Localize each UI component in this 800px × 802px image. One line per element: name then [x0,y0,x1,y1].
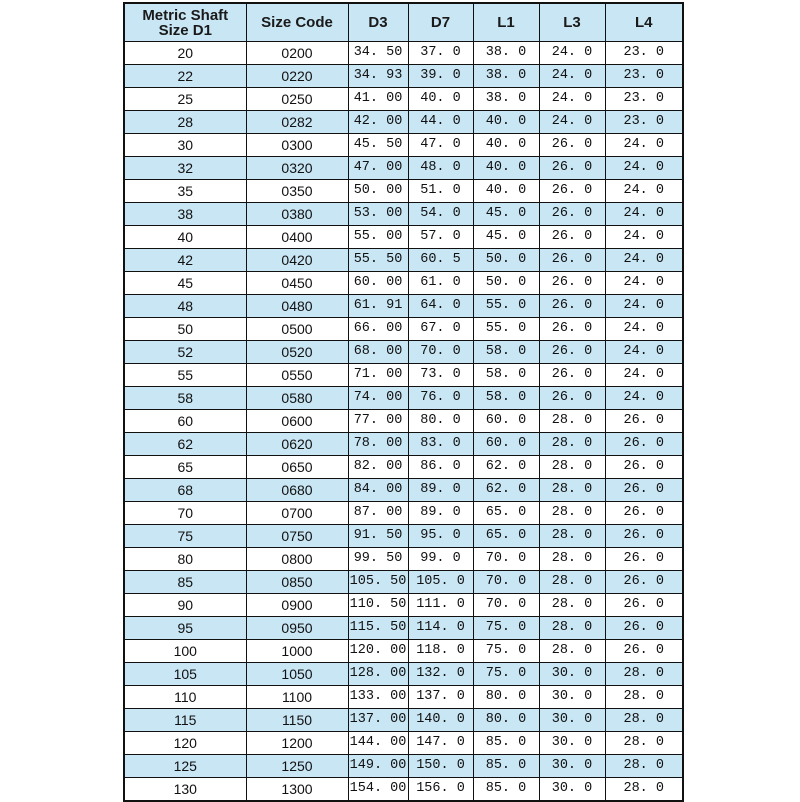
cell-size-code: 0580 [246,387,348,410]
cell-d7: 132. 0 [408,663,473,686]
cell-d3: 41. 00 [348,88,408,111]
cell-l1: 62. 0 [473,456,539,479]
cell-d3: 42. 00 [348,111,408,134]
cell-d3: 84. 00 [348,479,408,502]
cell-size-code: 1150 [246,709,348,732]
header-row [124,3,683,42]
cell-d7: 57. 0 [408,226,473,249]
cell-l4: 26. 0 [605,525,683,548]
table-row [124,502,683,525]
cell-l1: 50. 0 [473,249,539,272]
col-header-size-code: Size Code [246,3,348,42]
cell-l4: 24. 0 [605,364,683,387]
col-header-l4: L4 [605,3,683,42]
cell-d7: 89. 0 [408,502,473,525]
cell-d3: 82. 00 [348,456,408,479]
cell-l1: 58. 0 [473,364,539,387]
cell-l3: 28. 0 [539,594,605,617]
cell-l4: 24. 0 [605,341,683,364]
cell-l1: 85. 0 [473,778,539,802]
cell-d3: 34. 93 [348,65,408,88]
cell-size-code: 1200 [246,732,348,755]
table-row [124,410,683,433]
cell-size-code: 1250 [246,755,348,778]
cell-d7: 83. 0 [408,433,473,456]
table-row [124,226,683,249]
cell-l1: 70. 0 [473,594,539,617]
cell-l4: 23. 0 [605,42,683,65]
cell-l1: 65. 0 [473,525,539,548]
cell-l1: 65. 0 [473,502,539,525]
cell-l3: 30. 0 [539,663,605,686]
cell-l4: 28. 0 [605,709,683,732]
cell-size-code: 0380 [246,203,348,226]
cell-shaft-size: 20 [124,42,246,65]
cell-l3: 26. 0 [539,341,605,364]
cell-l4: 28. 0 [605,732,683,755]
cell-size-code: 0550 [246,364,348,387]
table-row [124,203,683,226]
cell-size-code: 0282 [246,111,348,134]
cell-shaft-size: 60 [124,410,246,433]
table-row [124,778,683,802]
cell-shaft-size: 62 [124,433,246,456]
cell-shaft-size: 55 [124,364,246,387]
cell-shaft-size: 42 [124,249,246,272]
spec-table-container [123,2,682,802]
cell-shaft-size: 100 [124,640,246,663]
cell-d7: 89. 0 [408,479,473,502]
cell-l3: 24. 0 [539,111,605,134]
cell-d3: 87. 00 [348,502,408,525]
cell-l3: 26. 0 [539,295,605,318]
cell-l1: 38. 0 [473,88,539,111]
cell-d7: 86. 0 [408,456,473,479]
cell-d7: 51. 0 [408,180,473,203]
cell-shaft-size: 28 [124,111,246,134]
cell-size-code: 0700 [246,502,348,525]
cell-l3: 26. 0 [539,249,605,272]
cell-l1: 58. 0 [473,341,539,364]
cell-l4: 24. 0 [605,226,683,249]
cell-l1: 40. 0 [473,180,539,203]
cell-l3: 26. 0 [539,157,605,180]
cell-l1: 55. 0 [473,318,539,341]
cell-l3: 24. 0 [539,42,605,65]
cell-l3: 28. 0 [539,525,605,548]
cell-size-code: 0450 [246,272,348,295]
table-row [124,42,683,65]
cell-size-code: 0300 [246,134,348,157]
table-row [124,111,683,134]
cell-size-code: 0750 [246,525,348,548]
cell-d3: 128. 00 [348,663,408,686]
cell-l3: 26. 0 [539,134,605,157]
cell-d3: 55. 00 [348,226,408,249]
cell-d7: 147. 0 [408,732,473,755]
cell-l4: 24. 0 [605,387,683,410]
cell-l1: 45. 0 [473,203,539,226]
table-row [124,640,683,663]
cell-d7: 73. 0 [408,364,473,387]
cell-l4: 26. 0 [605,571,683,594]
cell-l3: 28. 0 [539,502,605,525]
cell-d7: 80. 0 [408,410,473,433]
cell-l4: 26. 0 [605,617,683,640]
cell-d3: 47. 00 [348,157,408,180]
cell-d7: 64. 0 [408,295,473,318]
col-header-l1: L1 [473,3,539,42]
table-row [124,318,683,341]
cell-l3: 28. 0 [539,548,605,571]
cell-shaft-size: 90 [124,594,246,617]
cell-l4: 24. 0 [605,180,683,203]
cell-d3: 53. 00 [348,203,408,226]
cell-l3: 30. 0 [539,778,605,802]
table-row [124,433,683,456]
cell-d7: 54. 0 [408,203,473,226]
cell-l4: 23. 0 [605,65,683,88]
cell-l1: 38. 0 [473,42,539,65]
cell-size-code: 0350 [246,180,348,203]
cell-size-code: 0250 [246,88,348,111]
cell-d7: 70. 0 [408,341,473,364]
cell-d3: 91. 50 [348,525,408,548]
cell-l3: 26. 0 [539,364,605,387]
cell-shaft-size: 130 [124,778,246,802]
cell-size-code: 0850 [246,571,348,594]
cell-l1: 38. 0 [473,65,539,88]
cell-l4: 24. 0 [605,157,683,180]
cell-size-code: 0320 [246,157,348,180]
cell-d7: 67. 0 [408,318,473,341]
cell-l3: 26. 0 [539,272,605,295]
cell-l1: 40. 0 [473,157,539,180]
cell-d3: 66. 00 [348,318,408,341]
cell-l1: 50. 0 [473,272,539,295]
cell-size-code: 0400 [246,226,348,249]
cell-d7: 48. 0 [408,157,473,180]
cell-l1: 80. 0 [473,709,539,732]
cell-shaft-size: 65 [124,456,246,479]
cell-d3: 149. 00 [348,755,408,778]
cell-l4: 26. 0 [605,456,683,479]
table-row [124,341,683,364]
cell-d7: 150. 0 [408,755,473,778]
cell-shaft-size: 115 [124,709,246,732]
cell-shaft-size: 25 [124,88,246,111]
cell-l1: 80. 0 [473,686,539,709]
cell-shaft-size: 75 [124,525,246,548]
cell-size-code: 0220 [246,65,348,88]
cell-size-code: 0680 [246,479,348,502]
cell-l3: 26. 0 [539,318,605,341]
cell-shaft-size: 45 [124,272,246,295]
table-row [124,594,683,617]
cell-l1: 75. 0 [473,617,539,640]
cell-d3: 55. 50 [348,249,408,272]
cell-size-code: 1050 [246,663,348,686]
cell-d3: 34. 50 [348,42,408,65]
cell-shaft-size: 35 [124,180,246,203]
cell-shaft-size: 120 [124,732,246,755]
cell-size-code: 0800 [246,548,348,571]
table-row [124,249,683,272]
cell-size-code: 0600 [246,410,348,433]
cell-d7: 76. 0 [408,387,473,410]
cell-l4: 26. 0 [605,502,683,525]
cell-d7: 37. 0 [408,42,473,65]
cell-l3: 28. 0 [539,433,605,456]
cell-size-code: 0650 [246,456,348,479]
cell-l1: 85. 0 [473,755,539,778]
table-row [124,548,683,571]
cell-d3: 78. 00 [348,433,408,456]
cell-size-code: 1300 [246,778,348,802]
cell-l1: 70. 0 [473,571,539,594]
cell-d3: 74. 00 [348,387,408,410]
cell-shaft-size: 40 [124,226,246,249]
cell-l1: 70. 0 [473,548,539,571]
cell-shaft-size: 38 [124,203,246,226]
cell-l4: 28. 0 [605,686,683,709]
cell-l3: 30. 0 [539,755,605,778]
cell-l4: 24. 0 [605,249,683,272]
table-row [124,65,683,88]
cell-d3: 99. 50 [348,548,408,571]
cell-l1: 60. 0 [473,410,539,433]
cell-size-code: 0200 [246,42,348,65]
cell-shaft-size: 80 [124,548,246,571]
cell-d3: 45. 50 [348,134,408,157]
table-row [124,709,683,732]
cell-l3: 24. 0 [539,88,605,111]
cell-l3: 26. 0 [539,387,605,410]
table-row [124,617,683,640]
cell-l4: 28. 0 [605,778,683,802]
cell-d3: 154. 00 [348,778,408,802]
table-row [124,180,683,203]
cell-l3: 28. 0 [539,456,605,479]
cell-l1: 40. 0 [473,134,539,157]
cell-l1: 75. 0 [473,663,539,686]
cell-l1: 55. 0 [473,295,539,318]
table-row [124,456,683,479]
col-header-l3: L3 [539,3,605,42]
cell-d3: 77. 00 [348,410,408,433]
table-header [124,3,683,42]
cell-d7: 44. 0 [408,111,473,134]
cell-shaft-size: 30 [124,134,246,157]
cell-l3: 28. 0 [539,479,605,502]
cell-d7: 111. 0 [408,594,473,617]
table-row [124,364,683,387]
cell-d7: 40. 0 [408,88,473,111]
cell-shaft-size: 68 [124,479,246,502]
cell-l4: 26. 0 [605,410,683,433]
cell-d3: 71. 00 [348,364,408,387]
cell-l3: 28. 0 [539,617,605,640]
cell-shaft-size: 125 [124,755,246,778]
cell-l3: 30. 0 [539,732,605,755]
cell-size-code: 0480 [246,295,348,318]
cell-l3: 26. 0 [539,180,605,203]
cell-l4: 28. 0 [605,663,683,686]
cell-size-code: 0520 [246,341,348,364]
table-row [124,479,683,502]
table-row [124,88,683,111]
cell-l3: 28. 0 [539,571,605,594]
cell-size-code: 0950 [246,617,348,640]
cell-shaft-size: 50 [124,318,246,341]
cell-l3: 26. 0 [539,203,605,226]
cell-size-code: 0620 [246,433,348,456]
cell-l4: 26. 0 [605,433,683,456]
cell-shaft-size: 105 [124,663,246,686]
table-row [124,571,683,594]
table-row [124,134,683,157]
cell-d3: 105. 50 [348,571,408,594]
cell-shaft-size: 70 [124,502,246,525]
cell-d7: 60. 5 [408,249,473,272]
cell-d3: 68. 00 [348,341,408,364]
cell-shaft-size: 95 [124,617,246,640]
cell-size-code: 1100 [246,686,348,709]
table-row [124,387,683,410]
cell-d3: 60. 00 [348,272,408,295]
cell-l1: 85. 0 [473,732,539,755]
cell-d3: 144. 00 [348,732,408,755]
cell-size-code: 0900 [246,594,348,617]
cell-l4: 24. 0 [605,295,683,318]
cell-l1: 45. 0 [473,226,539,249]
col-header-metric-shaft-size-d1: Metric Shaft Size D1 [124,3,246,42]
table-row [124,755,683,778]
cell-d7: 137. 0 [408,686,473,709]
cell-l1: 40. 0 [473,111,539,134]
shaft-size-table [123,2,684,802]
table-row [124,663,683,686]
cell-l3: 28. 0 [539,640,605,663]
cell-l1: 58. 0 [473,387,539,410]
col-header-d3: D3 [348,3,408,42]
cell-d7: 118. 0 [408,640,473,663]
cell-l4: 23. 0 [605,111,683,134]
cell-shaft-size: 85 [124,571,246,594]
cell-shaft-size: 110 [124,686,246,709]
cell-d7: 99. 0 [408,548,473,571]
table-row [124,732,683,755]
cell-d3: 110. 50 [348,594,408,617]
table-row [124,157,683,180]
cell-d3: 115. 50 [348,617,408,640]
cell-d7: 39. 0 [408,65,473,88]
cell-l1: 60. 0 [473,433,539,456]
cell-l3: 28. 0 [539,410,605,433]
cell-l4: 24. 0 [605,318,683,341]
table-row [124,272,683,295]
cell-d7: 140. 0 [408,709,473,732]
cell-l4: 26. 0 [605,594,683,617]
cell-d3: 120. 00 [348,640,408,663]
cell-d7: 105. 0 [408,571,473,594]
cell-l4: 24. 0 [605,203,683,226]
cell-shaft-size: 52 [124,341,246,364]
cell-size-code: 0420 [246,249,348,272]
cell-l1: 62. 0 [473,479,539,502]
cell-l4: 26. 0 [605,479,683,502]
table-row [124,686,683,709]
table-row [124,295,683,318]
cell-l4: 26. 0 [605,548,683,571]
cell-d7: 114. 0 [408,617,473,640]
cell-l4: 23. 0 [605,88,683,111]
cell-shaft-size: 58 [124,387,246,410]
cell-l3: 30. 0 [539,709,605,732]
table-body [124,42,683,802]
cell-d3: 133. 00 [348,686,408,709]
table-row [124,525,683,548]
cell-l3: 30. 0 [539,686,605,709]
cell-l1: 75. 0 [473,640,539,663]
cell-shaft-size: 48 [124,295,246,318]
cell-size-code: 1000 [246,640,348,663]
cell-shaft-size: 32 [124,157,246,180]
cell-l4: 28. 0 [605,755,683,778]
cell-shaft-size: 22 [124,65,246,88]
cell-size-code: 0500 [246,318,348,341]
cell-l4: 24. 0 [605,272,683,295]
cell-d7: 47. 0 [408,134,473,157]
cell-d7: 156. 0 [408,778,473,802]
cell-d7: 95. 0 [408,525,473,548]
cell-d3: 61. 91 [348,295,408,318]
cell-l3: 26. 0 [539,226,605,249]
col-header-d7: D7 [408,3,473,42]
cell-l4: 26. 0 [605,640,683,663]
cell-l3: 24. 0 [539,65,605,88]
cell-d3: 50. 00 [348,180,408,203]
cell-l4: 24. 0 [605,134,683,157]
cell-d7: 61. 0 [408,272,473,295]
cell-d3: 137. 00 [348,709,408,732]
